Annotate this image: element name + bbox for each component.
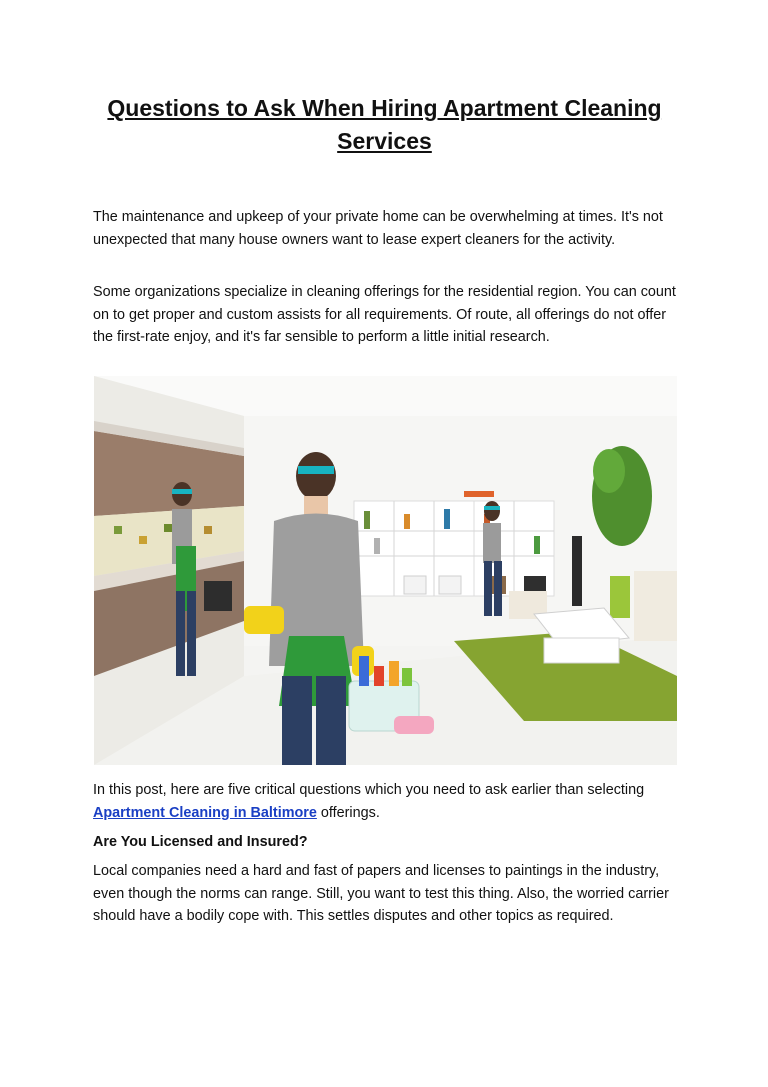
post-intro-paragraph <box>93 779 678 824</box>
intro-paragraph: The maintenance and upkeep of your private home can be overwhelming at times. It's not unexpected that many house owners want to lease expert cleaners for the activity. <box>93 209 663 248</box>
section-heading: Are You Licensed and Insured? <box>93 834 308 850</box>
page-title: Questions to Ask When Hiring Apartment Cleaning Services <box>107 95 662 154</box>
intro-text-after-link: offerings. <box>316 804 380 821</box>
section-paragraph: Local companies need a hard and fast of papers and licenses to paintings in the industry, even though the norms can range. Still, you want to test this thing. Also, the worried carrier should have a bodily cope with. This settles disputes and other topics as required. <box>93 863 669 925</box>
apartment-cleaning-link[interactable]: Apartment Cleaning in Baltimore <box>93 804 317 821</box>
body-paragraph: Some organizations specialize in cleaning offerings for the residential region. You can count on to get proper and custom assists for all requirements. Of route, all offerings do not offer the first-rate enjoy, and it's far sensible to perform a little initial research. <box>93 284 676 346</box>
cleaning-photo <box>94 376 677 765</box>
intro-text-before-link: In this post, here are five critical questions which you need to ask earlier than selecting <box>93 782 645 798</box>
